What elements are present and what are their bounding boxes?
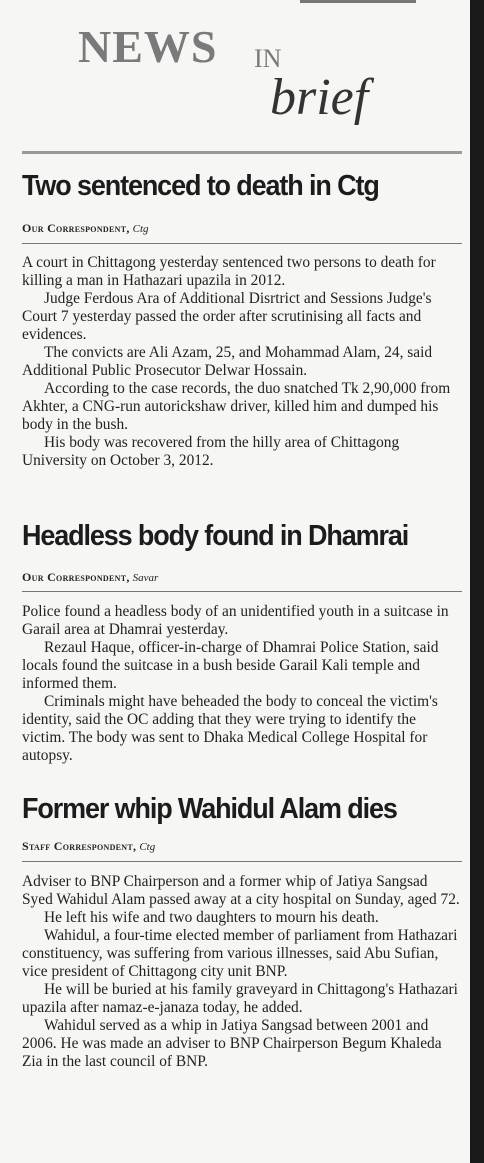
article-1-byline-location: Ctg: [132, 223, 149, 235]
page-edge-bar: [470, 0, 484, 1163]
article-2-headline: Headless body found in Dhamrai: [22, 520, 409, 552]
paragraph: A court in Chittagong yesterday sentenced two persons to death for killing a man in Hathazari upazila in 2012.: [22, 254, 436, 289]
article-2-rule: [22, 591, 462, 592]
article-3-byline-author: Staff Correspondent,: [22, 839, 137, 853]
paragraph: According to the case records, the duo snatched Tk 2,90,000 from Akhter, a CNG-run autorickshaw driver, killed him and dumped his body in the bush.: [22, 380, 451, 433]
masthead-in: IN: [254, 44, 282, 73]
article-2-byline-author: Our Correspondent,: [22, 570, 130, 584]
paragraph: Criminals might have beheaded the body to conceal the victim's identity, said the OC adding that they were trying to identify the victim. The body was sent to Dhaka Medical College Hospital for autopsy.: [22, 693, 438, 764]
paragraph: The convicts are Ali Azam, 25, and Mohammad Alam, 24, said Additional Public Prosecutor Delwar Hossain.: [22, 344, 433, 379]
paragraph: Adviser to BNP Chairperson and a former whip of Jatiya Sangsad Syed Wahidul Alam passed away at a city hospital on Sunday, aged 72.: [22, 873, 460, 908]
article-1-body: [22, 254, 462, 470]
article-1-headline: Two sentenced to death in Ctg: [22, 170, 379, 202]
article-3-rule: [22, 861, 462, 862]
article-3-headline: Former whip Wahidul Alam dies: [22, 793, 397, 825]
paragraph: Police found a headless body of an unidentified youth in a suitcase in Garail area at Dhamrai yesterday.: [22, 603, 449, 638]
article-2-byline: [22, 570, 462, 585]
paragraph: He left his wife and two daughters to mourn his death.: [44, 909, 379, 926]
paragraph: He will be buried at his family graveyard in Chittagong's Hathazari upazila after namaz-e-janaza today, he added.: [22, 981, 458, 1016]
article-2-byline-location: Savar: [132, 572, 159, 584]
article-2-body: [22, 603, 462, 765]
article-1-byline: [22, 221, 462, 236]
article-3-body: [22, 873, 462, 1071]
masthead-brief: brief: [270, 69, 369, 126]
masthead-news: NEWS: [78, 21, 218, 72]
paragraph: Wahidul served as a whip in Jatiya Sangsad between 2001 and 2006. He was made an adviser to BNP Chairperson Begum Khaleda Zia in the last council of BNP.: [22, 1017, 442, 1070]
masthead-divider: [22, 151, 462, 154]
paragraph: Rezaul Haque, officer-in-charge of Dhamrai Police Station, said locals found the suitcase in a bush beside Garail Kali temple and informed them.: [22, 639, 439, 692]
article-1-rule: [22, 243, 462, 244]
article-3-byline-location: Ctg: [139, 841, 156, 853]
paragraph: Wahidul, a four-time elected member of parliament from Hathazari constituency, was suffering from various illnesses, said Abu Sufian, vice president of Chittagong city unit BNP.: [22, 927, 458, 980]
paragraph: His body was recovered from the hilly area of Chittagong University on October 3, 2012.: [22, 434, 400, 469]
section-masthead: [0, 0, 470, 160]
article-1-byline-author: Our Correspondent,: [22, 221, 130, 235]
paragraph: Judge Ferdous Ara of Additional Disrtrict and Sessions Judge's Court 7 yesterday passed the order after scrutinising all facts and evidences.: [22, 290, 432, 343]
article-3-byline: [22, 839, 462, 854]
